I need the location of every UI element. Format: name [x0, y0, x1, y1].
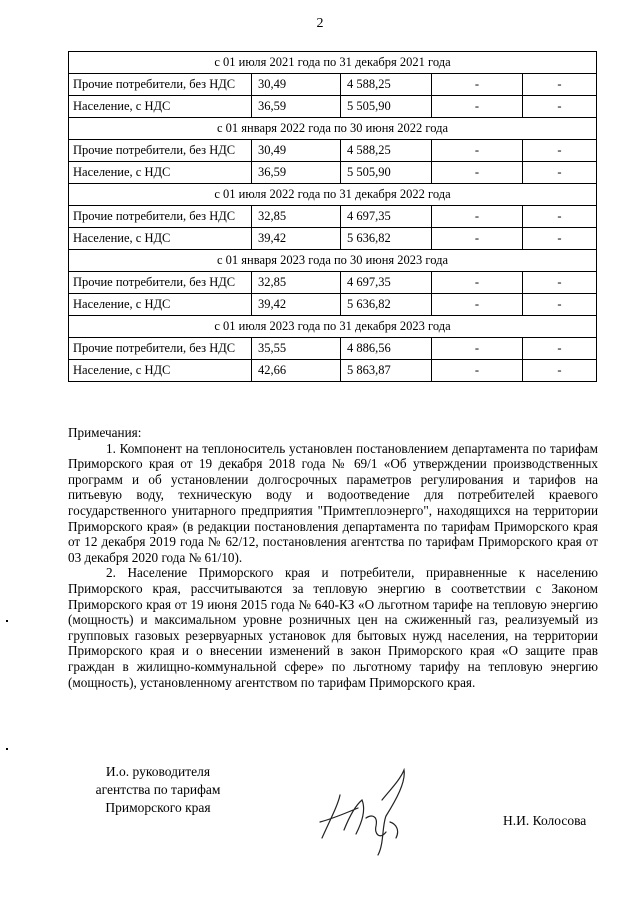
- period-row: [69, 118, 597, 140]
- tariff-cell: -: [432, 228, 523, 250]
- tariff-cell: 42,66: [252, 360, 341, 382]
- tariff-table: [68, 51, 597, 382]
- table-row: [69, 74, 597, 96]
- tariff-cell: 30,49: [252, 74, 341, 96]
- tariff-cell: -: [432, 294, 523, 316]
- table-row: [69, 206, 597, 228]
- tariff-cell: -: [523, 272, 597, 294]
- period-title: с 01 января 2023 года по 30 июня 2023 года: [69, 250, 597, 272]
- tariff-cell: -: [432, 360, 523, 382]
- consumer-label: Население, с НДС: [69, 294, 252, 316]
- period-title: с 01 июля 2021 года по 31 декабря 2021 года: [69, 52, 597, 74]
- tariff-cell: 39,42: [252, 228, 341, 250]
- tariff-cell: -: [523, 140, 597, 162]
- tariff-cell: 4 588,25: [341, 74, 432, 96]
- notes-heading: Примечания:: [68, 425, 142, 440]
- page-number: 2: [316, 16, 324, 31]
- tariff-cell: -: [432, 272, 523, 294]
- table-row: [69, 338, 597, 360]
- tariff-cell: 5 505,90: [341, 162, 432, 184]
- tariff-cell: 36,59: [252, 162, 341, 184]
- note-item: 1. Компонент на теплоноситель установлен постановлением департамента по тарифам Приморского края от 19 декабря 2018 года № 69/1 «Об утверждении производственных программ и об установлении долгосрочных параметров регулирования и тарифов на питьевую воду, техническую воду и водоотведение для потребителей краевого государственного унитарного предприятия "Примтеплоэнерго", находящихся на территории Приморского края» (в редакции постановления департамента по тарифам Приморского края от 12 декабря 2019 года № 62/12, постановления агентства по тарифам Приморского края от 03 декабря 2020 года № 61/10).: [68, 440, 598, 565]
- tariff-cell: 4 697,35: [341, 206, 432, 228]
- table-row: [69, 294, 597, 316]
- consumer-label: Прочие потребители, без НДС: [69, 206, 252, 228]
- tariff-cell: -: [432, 206, 523, 228]
- period-row: [69, 316, 597, 338]
- table-row: [69, 96, 597, 118]
- tariff-cell: -: [432, 162, 523, 184]
- tariff-cell: 5 636,82: [341, 228, 432, 250]
- consumer-label: Прочие потребители, без НДС: [69, 272, 252, 294]
- period-title: с 01 января 2022 года по 30 июня 2022 года: [69, 118, 597, 140]
- tariff-cell: -: [523, 74, 597, 96]
- tariff-cell: 4 697,35: [341, 272, 432, 294]
- tariff-cell: 39,42: [252, 294, 341, 316]
- consumer-label: Прочие потребители, без НДС: [69, 140, 252, 162]
- scan-mark: [6, 620, 8, 622]
- tariff-cell: 4 588,25: [341, 140, 432, 162]
- tariff-cell: -: [432, 140, 523, 162]
- period-row: [69, 184, 597, 206]
- table-row: [69, 162, 597, 184]
- period-title: с 01 июля 2022 года по 31 декабря 2022 года: [69, 184, 597, 206]
- period-row: [69, 250, 597, 272]
- tariff-cell: -: [523, 96, 597, 118]
- signatory-name: Н.И. Колосова: [503, 813, 587, 828]
- tariff-cell: -: [523, 228, 597, 250]
- consumer-label: Население, с НДС: [69, 360, 252, 382]
- tariff-cell: -: [432, 338, 523, 360]
- note-item: 2. Население Приморского края и потребители, приравненные к населению Приморского края, рассчитываются за тепловую энергию в соответствии с Законом Приморского края от 19 июня 2015 года № 640-КЗ «О льготном тарифе на тепловую энергию (мощность) и максимальном уровне розничных цен на сжиженный газ, реализуемый из групповых газовых резервуарных установок для бытовых нужд населения, на территории Приморского края и о внесении изменений в закон Приморского края «О защите прав граждан в жилищно-коммунальной сфере» по льготному тарифу на тепловую энергию (мощность), установленному агентством по тарифам Приморского края.: [68, 565, 598, 690]
- period-title: с 01 июля 2023 года по 31 декабря 2023 года: [69, 316, 597, 338]
- position-line: Приморского края: [105, 800, 211, 815]
- tariff-cell: -: [432, 74, 523, 96]
- tariff-cell: 32,85: [252, 272, 341, 294]
- position-line: И.о. руководителя: [105, 764, 211, 779]
- table-row: [69, 140, 597, 162]
- position-line: агентства по тарифам: [95, 782, 221, 797]
- tariff-cell: -: [523, 338, 597, 360]
- tariff-cell: 35,55: [252, 338, 341, 360]
- signatory-position: [78, 763, 238, 817]
- tariff-cell: -: [523, 360, 597, 382]
- table-row: [69, 228, 597, 250]
- consumer-label: Население, с НДС: [69, 162, 252, 184]
- tariff-cell: 32,85: [252, 206, 341, 228]
- tariff-cell: 4 886,56: [341, 338, 432, 360]
- table-row: [69, 360, 597, 382]
- notes-section: [68, 425, 598, 690]
- tariff-cell: -: [523, 294, 597, 316]
- tariff-cell: 30,49: [252, 140, 341, 162]
- table-row: [69, 272, 597, 294]
- tariff-cell: 5 505,90: [341, 96, 432, 118]
- consumer-label: Прочие потребители, без НДС: [69, 338, 252, 360]
- tariff-cell: -: [523, 162, 597, 184]
- consumer-label: Прочие потребители, без НДС: [69, 74, 252, 96]
- scan-mark: [6, 748, 8, 750]
- handwritten-signature: [300, 760, 430, 860]
- tariff-cell: 36,59: [252, 96, 341, 118]
- tariff-cell: 5 636,82: [341, 294, 432, 316]
- tariff-cell: 5 863,87: [341, 360, 432, 382]
- tariff-cell: -: [523, 206, 597, 228]
- tariff-cell: -: [432, 96, 523, 118]
- consumer-label: Население, с НДС: [69, 228, 252, 250]
- consumer-label: Население, с НДС: [69, 96, 252, 118]
- period-row: [69, 52, 597, 74]
